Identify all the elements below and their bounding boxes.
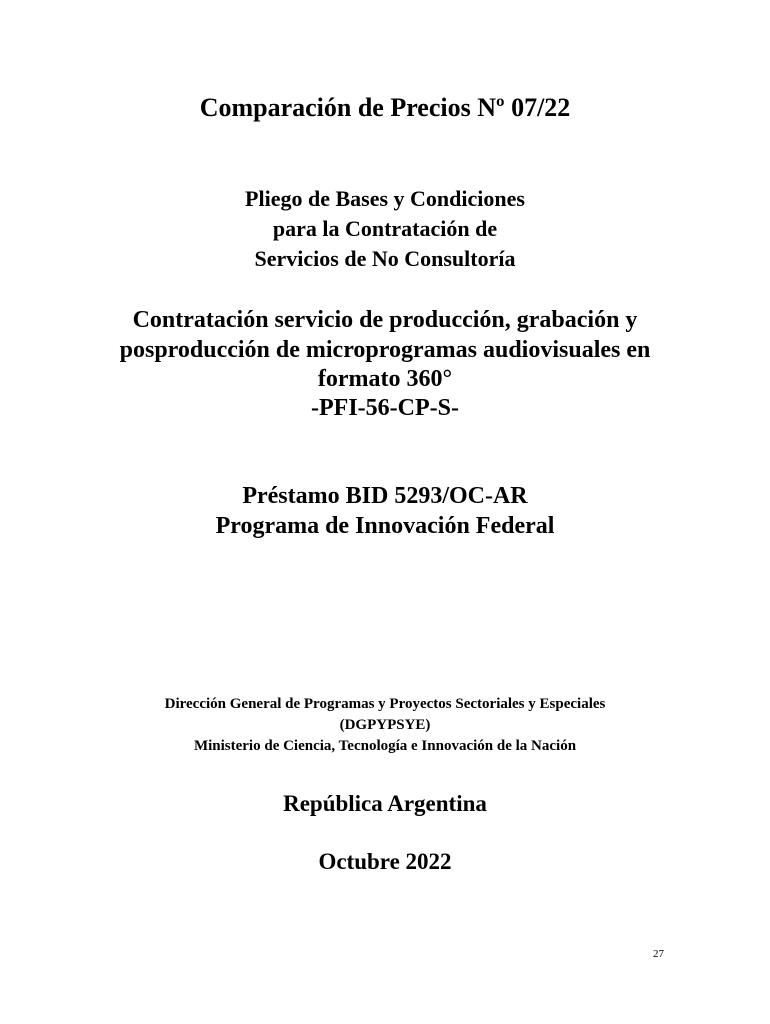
contratacion-line-3: formato 360°: [317, 366, 453, 392]
contratacion-code: -PFI-56-CP-S-: [311, 395, 459, 421]
direccion-line-1: Dirección General de Programas y Proyectos Sectoriales y Especiales: [164, 696, 606, 712]
pliego-line-2: para la Contratación de: [272, 216, 498, 241]
contratacion-line-1: Contratación servicio de producción, grabación y: [132, 307, 638, 333]
direccion-line-3: Ministerio de Ciencia, Tecnología e Innovación de la Nación: [193, 738, 577, 754]
document-date: Octubre 2022: [318, 849, 452, 874]
prestamo-line-1: Préstamo BID 5293/OC-AR: [242, 483, 528, 509]
document-title: Comparación de Precios Nº 07/22: [199, 93, 571, 122]
prestamo-line-2: Programa de Innovación Federal: [215, 513, 555, 539]
pliego-line-1: Pliego de Bases y Condiciones: [245, 186, 525, 211]
page-number: 27: [653, 948, 664, 960]
contratacion-line-2: posproducción de microprogramas audiovisuales en: [119, 337, 651, 363]
direccion-line-2: (DGPYPSYE): [339, 717, 431, 733]
pliego-line-3: Servicios de No Consultoría: [254, 246, 516, 271]
country-name: República Argentina: [283, 791, 487, 816]
